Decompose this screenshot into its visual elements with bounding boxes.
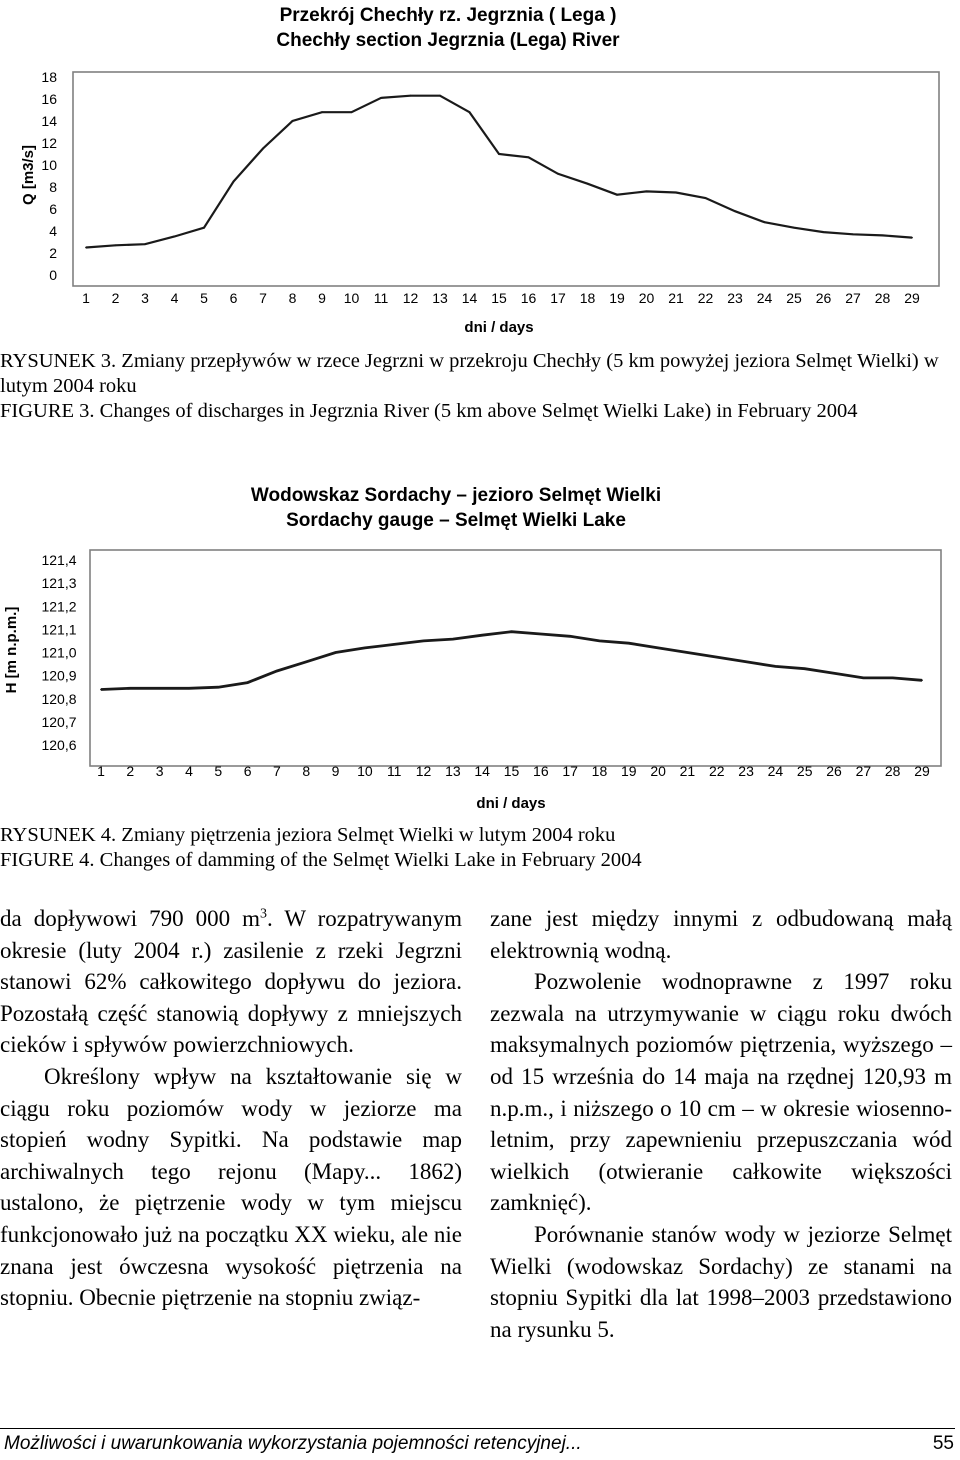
chart1-data-point bbox=[823, 231, 825, 233]
chart1-x-tick-label: 27 bbox=[845, 290, 861, 306]
chart2-data-point bbox=[599, 640, 601, 642]
chart1-y-tick-label: 18 bbox=[41, 69, 57, 85]
chart2-x-label: dni / days bbox=[476, 795, 546, 812]
chart2-y-label: H [m n.p.m.] bbox=[3, 606, 20, 694]
chart2-data-point bbox=[364, 647, 366, 649]
chart1-x-tick-label: 22 bbox=[697, 290, 714, 306]
chart1-x-tick-label: 10 bbox=[343, 290, 360, 306]
chart1-x-tick-label: 2 bbox=[111, 290, 120, 306]
chart2-x-tick-label: 17 bbox=[562, 763, 578, 779]
chart1-data-point bbox=[528, 156, 530, 158]
body-right-column bbox=[490, 903, 952, 1345]
chart1-x-tick-label: 26 bbox=[815, 290, 832, 306]
chart1-data-point bbox=[115, 244, 117, 246]
chart1-data-point bbox=[410, 95, 412, 97]
chart2-y-tick-label: 120,8 bbox=[41, 690, 77, 707]
chart1-data-point bbox=[882, 235, 884, 237]
chart1-x-tick-label: 5 bbox=[200, 290, 208, 306]
chart1-x-tick-label: 7 bbox=[259, 290, 267, 306]
chart2-data-point bbox=[335, 652, 337, 654]
chart1-data-point bbox=[616, 194, 618, 196]
chart2-x-tick-label: 10 bbox=[357, 763, 373, 779]
chart2-y-tick-label: 120,9 bbox=[41, 667, 77, 684]
chart2-x-tick-label: 20 bbox=[650, 763, 666, 779]
chart2-x-tick-label: 29 bbox=[914, 763, 930, 779]
chart1-data-point bbox=[675, 192, 677, 194]
chart2-title-block bbox=[0, 483, 912, 533]
chart2-x-tick-label: 16 bbox=[533, 763, 549, 779]
figure4-caption bbox=[0, 823, 952, 873]
chart2-x-tick-label: 27 bbox=[855, 763, 872, 779]
chart2-water-level bbox=[0, 540, 960, 815]
chart1-x-tick-label: 14 bbox=[461, 290, 478, 306]
chart1-data-point bbox=[144, 243, 146, 245]
chart1-y-tick-label: 2 bbox=[49, 245, 57, 261]
chart1-y-tick-label: 10 bbox=[41, 157, 57, 173]
chart1-x-tick-label: 6 bbox=[229, 290, 238, 306]
chart2-x-tick-label: 5 bbox=[214, 763, 223, 779]
chart2-x-tick-label: 21 bbox=[679, 763, 696, 779]
chart1-data-point bbox=[734, 210, 736, 212]
chart1-x-tick-label: 9 bbox=[318, 290, 326, 306]
chart1-title: Przekrój Chechły rz. Jegrznia ( Lega ) bbox=[279, 5, 617, 26]
chart2-data-point bbox=[393, 644, 395, 646]
chart1-data-point bbox=[587, 183, 589, 185]
chart2-data-point bbox=[129, 687, 131, 689]
chart2-x-tick-label: 11 bbox=[386, 763, 402, 779]
chart2-data-point bbox=[804, 668, 806, 670]
chart2-x-tick-label: 23 bbox=[738, 763, 754, 779]
chart2-x-tick-label: 15 bbox=[503, 763, 520, 779]
chart2-y-tick-label: 120,6 bbox=[41, 737, 77, 753]
chart1-x-label: dni / days bbox=[464, 319, 534, 336]
chart1-x-tick-label: 25 bbox=[786, 290, 802, 306]
chart2-data-point bbox=[540, 633, 542, 635]
chart2-data-point bbox=[892, 677, 894, 679]
chart2-data-point bbox=[452, 638, 454, 640]
chart1-x-tick-label: 29 bbox=[904, 290, 920, 306]
footer-page-number: 55 bbox=[932, 1433, 954, 1454]
chart1-y-tick-label: 4 bbox=[49, 223, 57, 239]
chart2-y-tick-label: 121,0 bbox=[41, 644, 77, 661]
chart1-y-tick-label: 12 bbox=[41, 135, 57, 151]
chart1-data-point bbox=[292, 120, 294, 122]
chart1-y-tick-label: 6 bbox=[49, 201, 57, 217]
chart2-x-tick-label: 7 bbox=[273, 763, 281, 779]
chart1-x-tick-label: 13 bbox=[432, 290, 448, 306]
figure3-caption-en: FIGURE 3. Changes of discharges in Jegrznia River (5 km above Selmęt Wielki Lake) in February 2004 bbox=[0, 400, 858, 422]
chart1-data-point bbox=[439, 95, 441, 97]
chart2-data-point bbox=[217, 686, 219, 688]
chart1-subtitle: Chechły section Jegrznia (Lega) River bbox=[276, 30, 620, 51]
chart1-data-point bbox=[351, 111, 353, 113]
chart1-y-tick-label: 0 bbox=[49, 267, 57, 283]
chart2-x-tick-label: 28 bbox=[884, 763, 901, 779]
chart1-data-point bbox=[557, 173, 559, 175]
chart1-series-line bbox=[86, 96, 912, 248]
chart2-y-tick-label: 121,4 bbox=[41, 552, 77, 568]
chart2-x-tick-label: 25 bbox=[796, 763, 813, 779]
chart2-y-tick-label: 121,2 bbox=[41, 598, 77, 615]
chart1-data-point bbox=[498, 153, 500, 155]
chart2-data-point bbox=[481, 634, 483, 636]
chart2-data-point bbox=[628, 642, 630, 644]
chart1-data-point bbox=[705, 197, 707, 199]
chart2-data-point bbox=[159, 687, 161, 689]
chart2-y-tick-label: 121,1 bbox=[41, 621, 77, 638]
chart2-data-point bbox=[100, 689, 102, 691]
chart2-data-point bbox=[305, 661, 307, 663]
chart1-data-point bbox=[646, 191, 648, 193]
chart2-data-point bbox=[276, 670, 278, 672]
chart1-x-tick-label: 12 bbox=[402, 290, 419, 306]
chart1-data-point bbox=[203, 227, 205, 229]
chart1-x-tick-label: 21 bbox=[668, 290, 684, 306]
chart2-data-point bbox=[423, 640, 425, 642]
chart2-data-point bbox=[687, 652, 689, 654]
body-right-paragraph-3: Porównanie stanów wody w jeziorze Selmęt Wielki (wodowskaz Sordachy) ze stanami na stopniu Sypitki dla lat 1998–2003 przedstawiono na rysunku 5. bbox=[490, 1221, 952, 1342]
chart2-data-point bbox=[511, 631, 513, 633]
chart2-data-points bbox=[100, 631, 923, 691]
chart2-x-tick-label: 13 bbox=[445, 763, 461, 779]
chart2-x-tick-label: 2 bbox=[126, 763, 135, 779]
figure3-caption-pl: RYSUNEK 3. Zmiany przepływów w rzece Jegrzni w przekroju Chechły (5 km powyżej jeziora Selmęt Wielki) w lutym 2004 roku bbox=[0, 350, 939, 397]
chart1-data-point bbox=[764, 221, 766, 223]
chart2-x-tick-label: 1 bbox=[97, 763, 105, 779]
chart1-x-tick-label: 28 bbox=[874, 290, 891, 306]
chart1-y-tick-label: 16 bbox=[41, 91, 57, 107]
chart1-data-point bbox=[262, 148, 264, 150]
chart2-x-tick-label: 26 bbox=[826, 763, 842, 779]
chart1-data-point bbox=[321, 111, 323, 113]
chart2-title: Wodowskaz Sordachy – jezioro Selmęt Wielki bbox=[250, 485, 662, 506]
chart1-title-block bbox=[0, 3, 896, 53]
chart2-data-point bbox=[862, 677, 864, 679]
chart1-x-tick-label: 3 bbox=[141, 290, 149, 306]
chart1-data-point bbox=[469, 111, 471, 113]
chart1-x-tick-label: 20 bbox=[638, 290, 655, 306]
chart2-data-point bbox=[247, 682, 249, 684]
chart1-x-tick-label: 23 bbox=[727, 290, 743, 306]
chart2-data-point bbox=[921, 679, 923, 681]
chart2-data-point bbox=[188, 687, 190, 689]
chart2-data-point bbox=[569, 635, 571, 637]
body-right-paragraph-2: Pozwolenie wodnoprawne z 1997 roku zezwala na utrzymywanie w ciągu roku dwóch maksymalnych poziomów piętrzenia, wyższego – od 15 września do 14 maja na rzędnej 120,93 m n.p.m., i niższego o 10 cm – w okresie wiosenno-letnim, przy zapewnieniu przepuszczania wód wielkich (otwieranie całkowite większości zamknięć). bbox=[490, 969, 952, 1216]
chart1-data-points bbox=[85, 95, 913, 249]
chart2-x-tick-label: 18 bbox=[591, 763, 608, 779]
chart2-x-tick-label: 8 bbox=[302, 763, 311, 779]
chart2-subtitle: Sordachy gauge – Selmęt Wielki Lake bbox=[286, 510, 626, 531]
body-left-paragraph-2: Określony wpływ na kształtowanie się w ciągu roku poziomów wody w jeziorze ma stopień wodny Sypitki. Na podstawie map archiwalnych tego rejonu (Mapy... 1862) ustalono, że piętrzenie wody w tym miejscu funkcjonowało już na początku XX wieku, ale nie znana jest ówczesna wysokość piętrzenia na stopniu. Obecnie piętrzenie na stopniu związ- bbox=[0, 1063, 462, 1311]
chart1-data-point bbox=[793, 227, 795, 229]
chart2-x-tick-label: 9 bbox=[331, 763, 340, 779]
body-right-paragraph-1: zane jest między innymi z odbudowaną małą elektrownią wodną. bbox=[490, 906, 952, 963]
chart1-x-tick-label: 19 bbox=[609, 290, 625, 306]
chart1-y-tick-label: 8 bbox=[49, 179, 57, 195]
chart1-data-point bbox=[174, 236, 176, 238]
chart1-data-point bbox=[911, 237, 913, 239]
chart2-y-tick-label: 120,7 bbox=[41, 713, 77, 730]
chart1-data-point bbox=[380, 97, 382, 99]
chart2-data-point bbox=[716, 656, 718, 658]
chart2-data-point bbox=[774, 665, 776, 667]
chart1-data-point bbox=[233, 181, 235, 183]
chart2-data-point bbox=[657, 647, 659, 649]
chart1-x-tick-label: 24 bbox=[756, 290, 773, 306]
chart1-x-tick-label: 15 bbox=[491, 290, 507, 306]
body-left-paragraph-1: da dopływowi 790 000 $m^3$. W rozpatrywanym okresie (luty 2004 r.) zasilenie z rzeki Jegrzni stanowi 62% całkowitego dopływu do jeziora. Pozostałą część stanowią dopływy z mniejszych cieków i spływów powierzchniowych. bbox=[0, 906, 462, 1058]
chart1-y-label: Q [m3/s] bbox=[20, 144, 37, 206]
chart1-y-tick-label: 14 bbox=[41, 113, 57, 129]
chart1-x-tick-label: 11 bbox=[373, 290, 389, 306]
chart2-data-point bbox=[745, 661, 747, 663]
figure4-caption-en: FIGURE 4. Changes of damming of the Selmęt Wielki Lake in February 2004 bbox=[0, 849, 642, 871]
chart2-x-tick-label: 12 bbox=[415, 763, 432, 779]
chart2-x-tick-label: 24 bbox=[767, 763, 784, 779]
chart1-data-point bbox=[852, 233, 854, 235]
chart2-data-point bbox=[833, 672, 835, 674]
chart1-plot-area bbox=[73, 72, 939, 286]
figure3-caption bbox=[0, 349, 952, 424]
footer-running-title: Możliwości i uwarunkowania wykorzystania pojemności retencyjnej... bbox=[4, 1433, 582, 1454]
chart1-x-tick-label: 4 bbox=[170, 290, 179, 306]
chart1-x-tick-label: 16 bbox=[520, 290, 537, 306]
chart1-x-tick-label: 1 bbox=[82, 290, 90, 306]
chart1-x-tick-label: 17 bbox=[550, 290, 566, 306]
body-left-column bbox=[0, 903, 462, 1314]
chart2-x-tick-label: 6 bbox=[243, 763, 252, 779]
figure4-caption-pl: RYSUNEK 4. Zmiany piętrzenia jeziora Selmęt Wielki w lutym 2004 roku bbox=[0, 824, 616, 846]
chart1-data-point bbox=[85, 247, 87, 249]
chart2-y-tick-label: 121,3 bbox=[41, 575, 77, 592]
chart2-x-tick-label: 22 bbox=[708, 763, 725, 779]
chart2-x-tick-label: 14 bbox=[474, 763, 490, 779]
chart1-x-tick-label: 8 bbox=[288, 290, 297, 306]
chart2-x-tick-label: 3 bbox=[155, 763, 164, 779]
chart2-series-line bbox=[101, 632, 922, 690]
footer-rule bbox=[0, 1428, 955, 1429]
chart2-plot-area bbox=[90, 550, 941, 766]
chart1-x-tick-label: 18 bbox=[579, 290, 596, 306]
chart1-discharge bbox=[0, 60, 960, 340]
chart2-x-tick-label: 4 bbox=[185, 763, 193, 779]
chart2-x-tick-label: 19 bbox=[620, 763, 637, 779]
